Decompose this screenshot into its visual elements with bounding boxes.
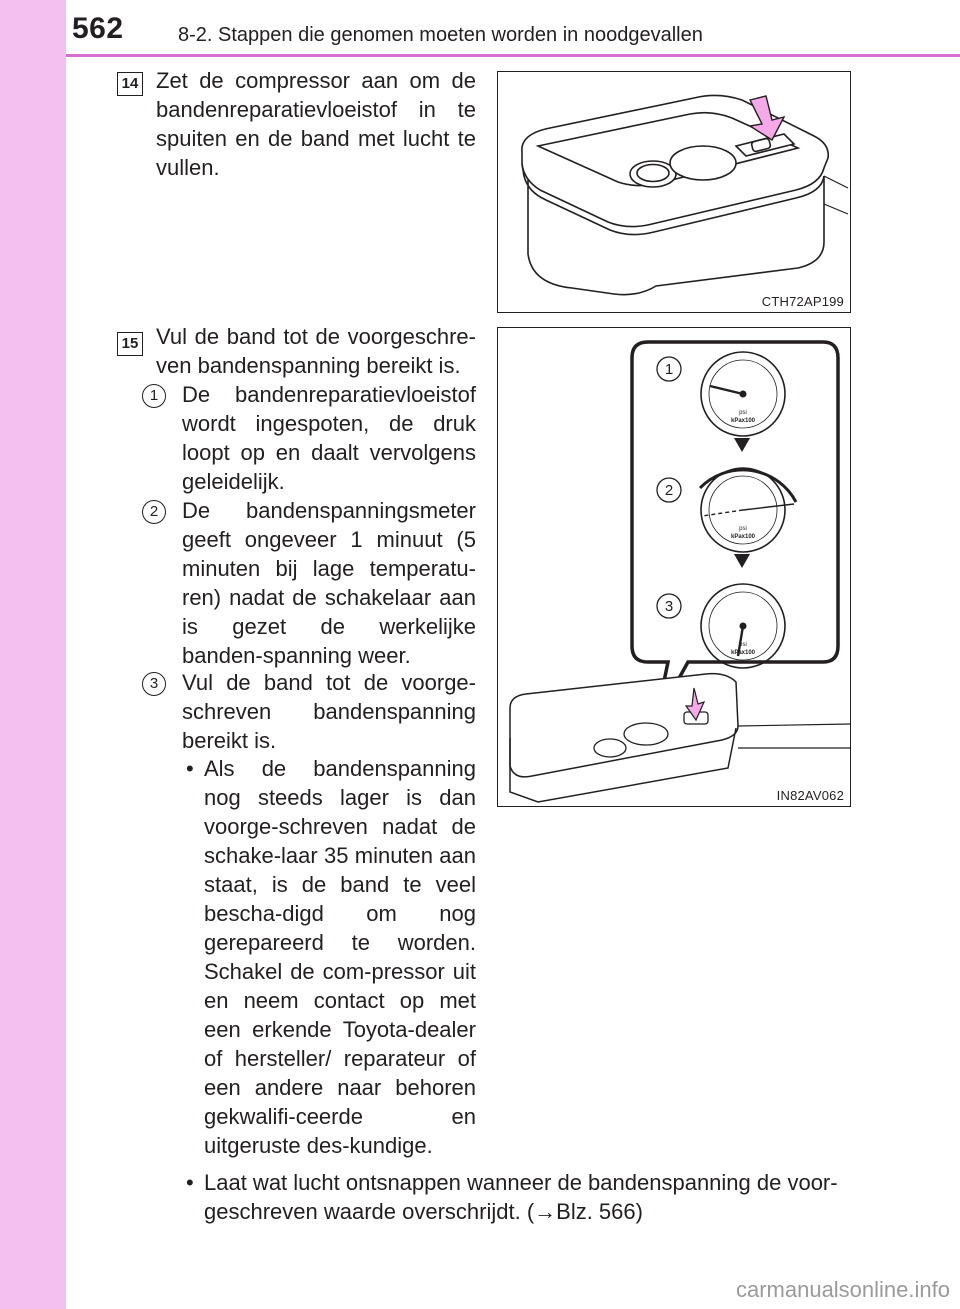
callout-2: 2	[664, 482, 674, 499]
page-number: 562	[72, 12, 124, 45]
gauge-3-unit: kPax100	[730, 650, 756, 656]
gauge-2-unit: kPax100	[730, 534, 756, 540]
side-margin-band	[0, 0, 66, 1309]
final-bullet-dot: •	[186, 1170, 194, 1195]
gauge-1-psi: psi	[739, 410, 747, 416]
step-14-text: Zet de compressor aan om de bandenreparatievloeistof in te spuiten en de band met lucht te vullen.	[156, 68, 476, 180]
step-15-badge: 15	[117, 332, 143, 356]
sub-bullet-text: Als de bandenspanning nog steeds lager is dan voorge-schreven nadat de schake-laar 35 minuten aan staat, is de band te veel bescha-digd om nog gerepareerd te worden. Schakel de com-pressor uit en neem contact op met een erkende Toyota-dealer of hersteller/ reparateur of een andere naar behoren gekwalifi-ceerde en uitgeruste des-kundige.	[204, 756, 476, 1158]
header-rule	[66, 54, 960, 57]
item-2-text: De bandenspanningsmeter geeft ongeveer 1 minuut (5 minuten bij lage temperatu-ren) nadat de schakelaar aan is gezet de werkelijke banden-spanning weer.	[182, 498, 476, 668]
callout-3: 3	[664, 598, 674, 615]
step-15-text: Vul de band tot de voorgeschre-ven bandenspanning bereikt is.	[156, 324, 476, 378]
final-bullet-line-2: geschreven waarde overschrijdt. (→Blz. 566)	[204, 1199, 643, 1224]
compressor-illustration	[498, 72, 850, 312]
header-tab	[0, 0, 66, 54]
gauge-1-unit: kPax100	[730, 418, 756, 424]
callout-1: 1	[664, 361, 674, 378]
item-2-number: 2	[142, 500, 166, 524]
figure-compressor-switch	[497, 71, 851, 313]
watermark: carmanualsonline.info	[735, 1277, 950, 1302]
item-3-number: 3	[142, 672, 166, 696]
item-1-number: 1	[142, 384, 166, 408]
gauge-2-psi: psi	[739, 526, 747, 532]
figure-code: IN82AV062	[776, 788, 844, 803]
figure-code: CTH72AP199	[761, 294, 844, 309]
chapter-title: 8-2. Stappen die genomen moeten worden in noodgevallen	[178, 24, 703, 46]
sub-bullet-dot: •	[186, 756, 194, 781]
figure-gauge-sequence	[497, 327, 851, 807]
gauge-illustration	[498, 328, 850, 806]
item-3-text: Vul de band tot de voorge-schreven bandenspanning bereikt is.	[182, 670, 476, 753]
gauge-3-psi: psi	[739, 642, 747, 648]
final-bullet-line-1: Laat wat lucht ontsnappen wanneer de bandenspanning de voor-	[204, 1170, 838, 1195]
step-14-badge: 14	[117, 72, 143, 96]
item-1-text: De bandenreparatievloeistof wordt ingespoten, de druk loopt op en daalt vervolgens geleidelijk.	[182, 382, 476, 494]
